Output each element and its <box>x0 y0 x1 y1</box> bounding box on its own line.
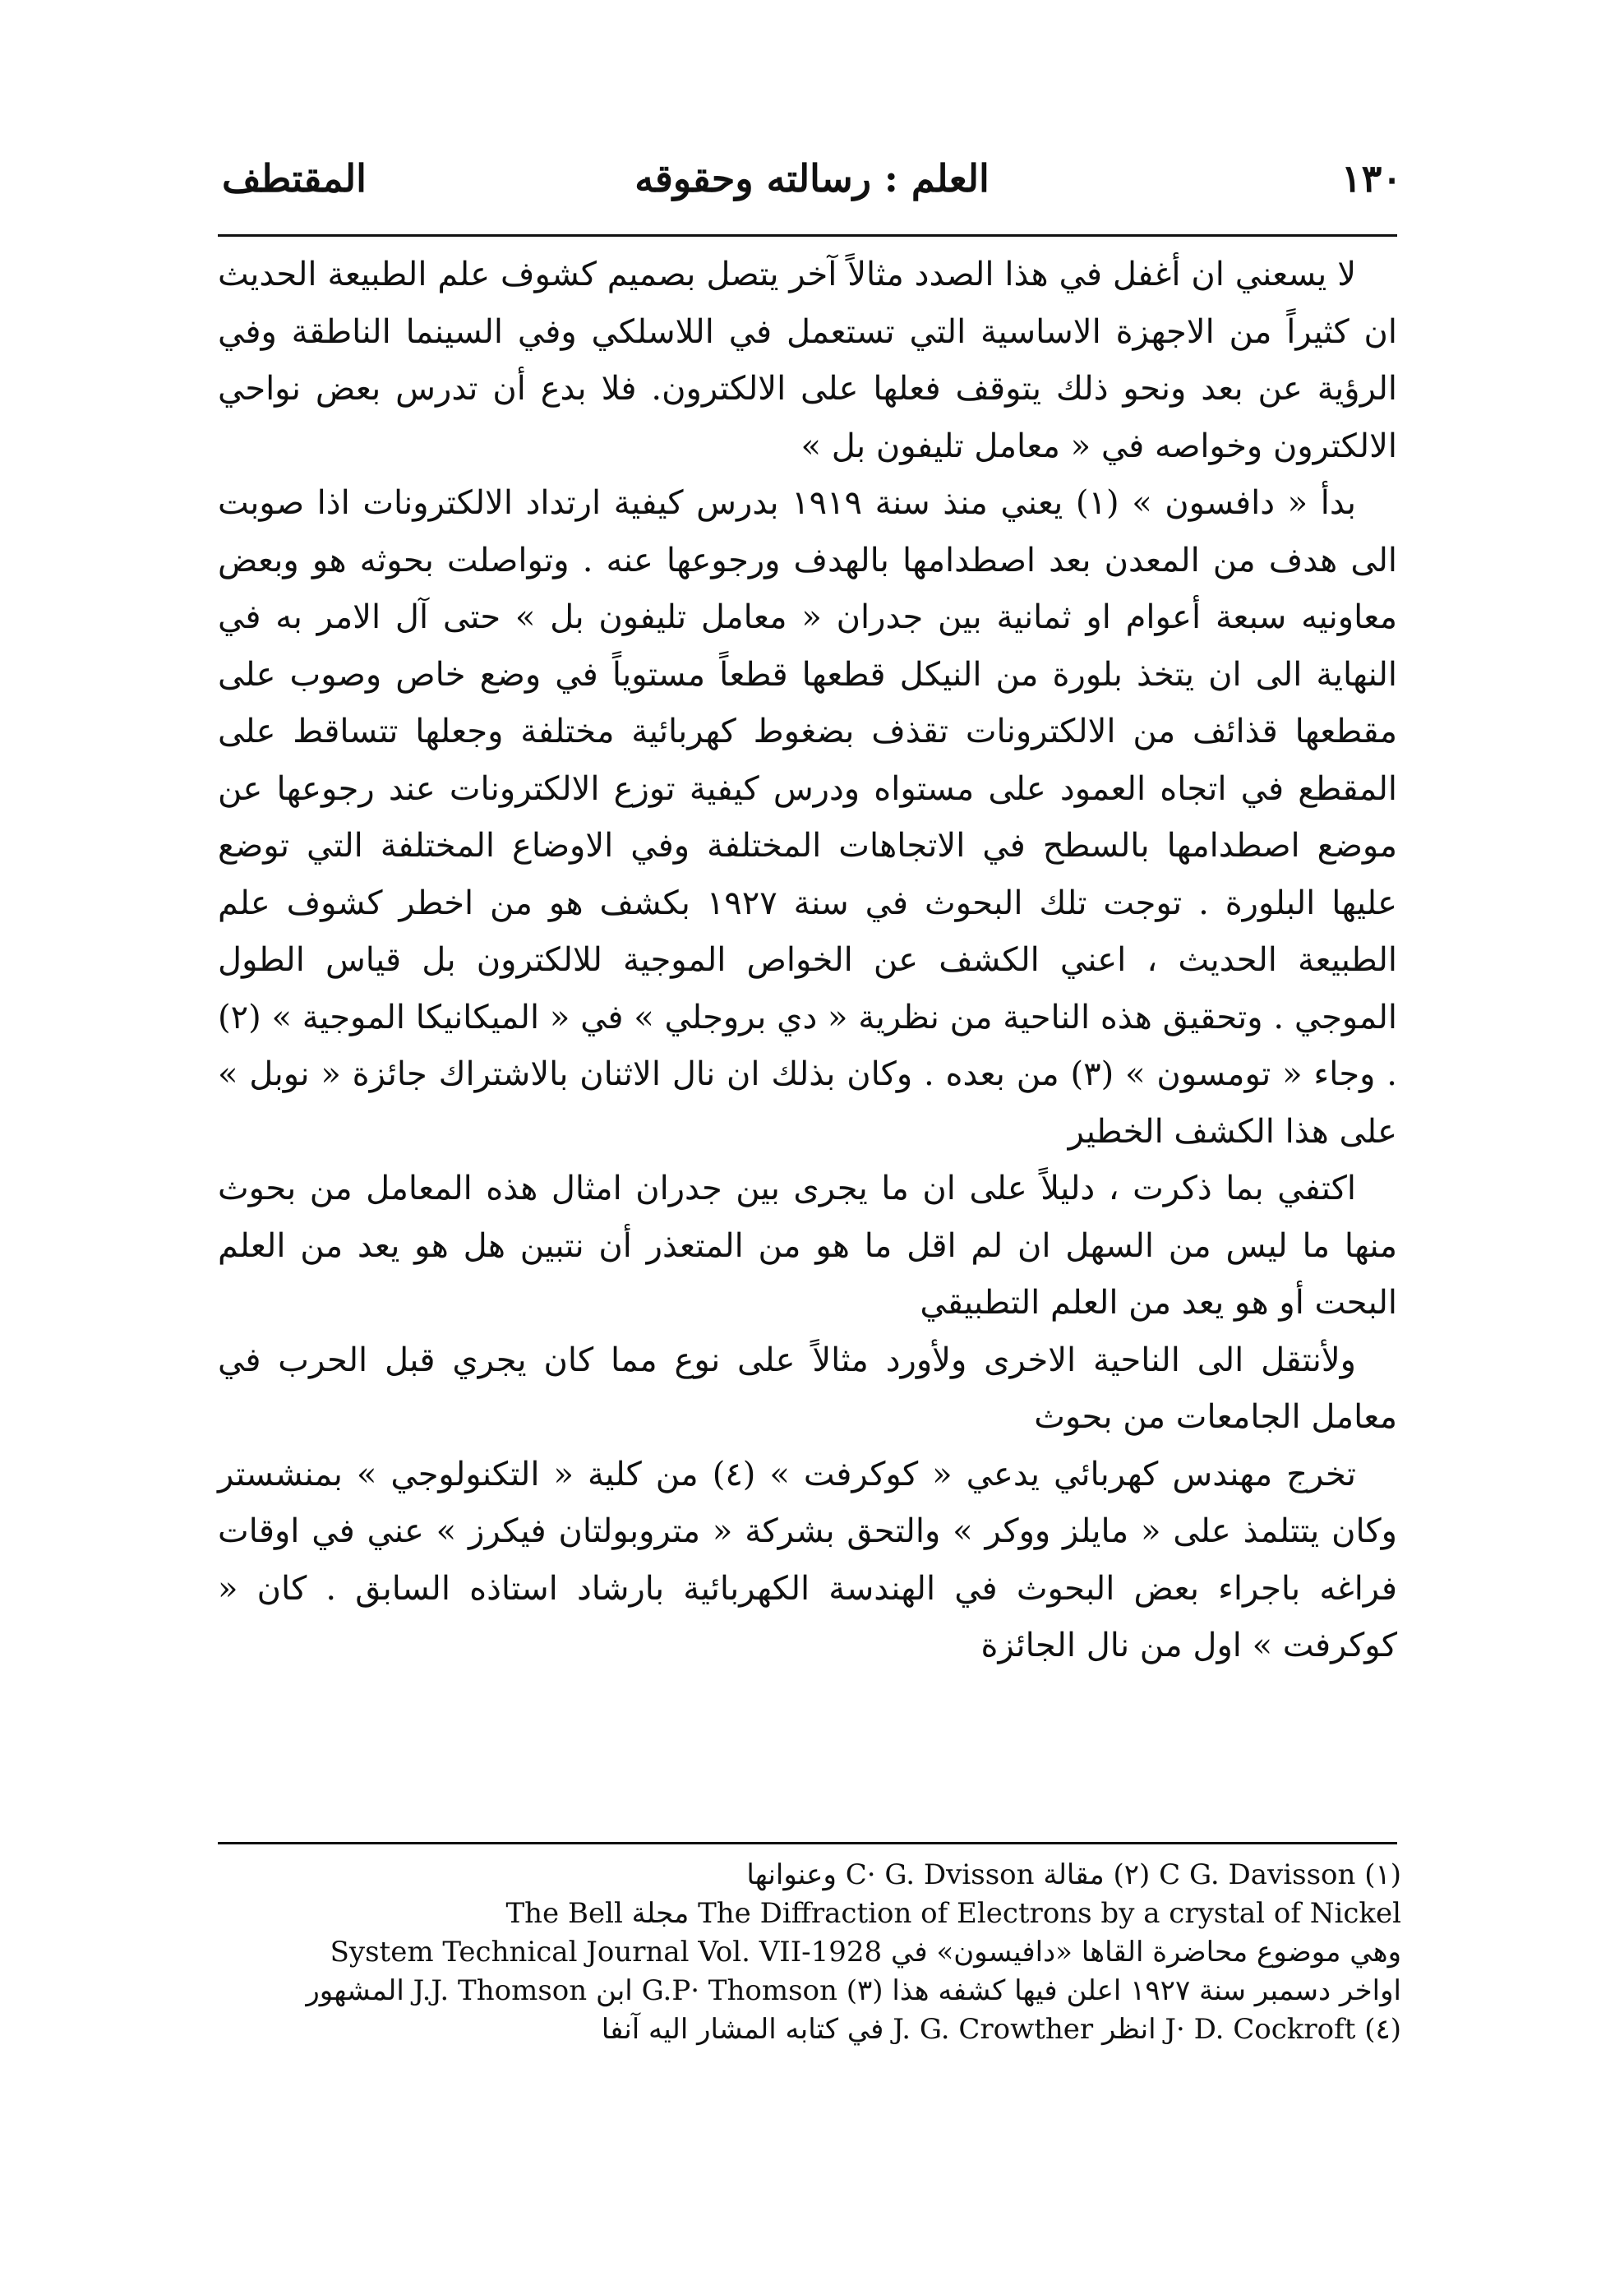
footnote-latin-text: G.P· Thomson <box>641 1974 837 2007</box>
footnote-text: وعنوانها <box>746 1858 837 1891</box>
paragraph: اكتفي بما ذكرت ، دليلاً على ان ما يجرى بين جدران امثال هذه المعامل من بحوث منها ما ليس من السهل ان لم اقل ما هو من المتعذر أن نتبين هل هو يعد من العلم البحت أو هو يعد من العلم التطبيقي <box>218 1170 1397 1322</box>
footnote-text: (٢) مقالة <box>1043 1858 1151 1891</box>
footnote-text: اواخر دسمبر سنة ١٩٢٧ اعلن فيها كشفه هذا (٣) <box>846 1974 1401 2007</box>
journal-name: المقتطف <box>222 156 367 201</box>
footnotes <box>210 1856 1401 2049</box>
footnote-latin-text: J. G. Crowther <box>893 2013 1094 2046</box>
article-title: العلم : رسالته وحقوقه <box>634 156 990 201</box>
footnote-text: ابن <box>595 1974 633 2007</box>
footnote-latin-text: J· D. Cockroft <box>1165 2013 1356 2046</box>
footnote-latin-text: C· G. Dvisson <box>845 1858 1035 1891</box>
footnote-latin-text: The Diffraction of Electrons by a crystal of Nickel <box>698 1897 1401 1930</box>
footnote-line <box>210 1933 1401 1972</box>
footnote-line <box>210 1972 1401 2010</box>
page-number: ١٣٠ <box>1340 156 1402 201</box>
footnote-latin-text: The Bell <box>505 1897 623 1930</box>
footnote-text: في كتابه المشار اليه آنفا <box>601 2013 884 2046</box>
paragraph: لا يسعني ان أغفل في هذا الصدد مثالاً آخر يتصل بصميم كشوف علم الطبيعة الحديث ان كثيراً من الاجهزة الاساسية التي تستعمل في اللاسلكي وفي السينما الناطقة وفي الرؤية عن بعد ونحو ذلك يتوقف فعلها على الالكترون. فلا بدع أن تدرس بعض نواحي الالكترون وخواصه في « معامل تليفون بل » <box>218 256 1397 465</box>
paragraph: بدأ « دافسون » (١) يعني منذ سنة ١٩١٩ بدرس كيفية ارتداد الالكترونات اذا صوبت الى هدف من المعدن بعد اصطدامها بالهدف ورجوعها عنه . وتواصلت بحوثه هو وبعض معاونيه سبعة أعوام او ثمانية بين جدران « معامل تليفون بل » حتى آل الامر به في النهاية الى ان يتخذ بلورة من النيكل قطعها قطعاً مستوياً في وضع خاص وصوب على مقطعها قذائف من الالكترونات تقذف بضغوط كهربائية مختلفة وجعلها تتساقط على المقطع في اتجاه العمود على مستواه ودرس كيفية توزع الالكترونات عند رجوعها عن موضع اصطدامها بالسطح في الاتجاهات المختلفة وفي الاوضاع المختلفة التي توضع عليها البلورة . توجت تلك البحوث في سنة ١٩٢٧ بكشف هو من اخطر كشوف علم الطبيعة الحديث ، اعني الكشف عن الخواص الموجية للالكترون بل قياس الطول الموجي . وتحقيق هذه الناحية من نظرية « دي بروجلي » في « الميكانيكا الموجية » (٢) . وجاء « تومسون » (٣) من بعده . وكان بذلك ان نال الاثنان بالاشتراك جائزة « نوبل » على هذا الكشف الخطير <box>218 484 1397 1151</box>
footnote-latin-text: C G. Davisson <box>1159 1858 1356 1891</box>
footnote-line <box>210 1895 1401 1933</box>
footnote-latin-text: System Technical Journal Vol. VII-1928 <box>330 1936 883 1969</box>
footnote-rule <box>218 1842 1397 1844</box>
footnote-latin-text: J.J. Thomson <box>413 1974 588 2007</box>
footnote-text: (١) <box>1364 1858 1401 1891</box>
header-rule <box>218 234 1397 237</box>
running-header <box>222 156 1402 214</box>
footnote-text: وهي موضوع محاضرة القاها «دافيسون» في <box>891 1936 1401 1969</box>
footnote-line <box>210 2010 1401 2049</box>
paragraph: تخرج مهندس كهربائي يدعي « كوكرفت » (٤) من كلية « التكنولوجي » بمنشستر وكان يتتلمذ على « مايلز ووكر » والتحق بشركة « متروبولتان فيكرز » عني في اوقات فراغه باجراء بعض البحوث في الهندسة الكهربائية بارشاد استاذه السابق . كان « كوكرفت » اول من نال الجائزة <box>218 1455 1397 1664</box>
footnote-text: (٤) <box>1364 2013 1401 2046</box>
footnote-text: مجلة <box>631 1897 690 1930</box>
article-body <box>218 247 1397 1675</box>
footnote-text: انظر <box>1102 2013 1156 2046</box>
paragraph: ولأنتقل الى الناحية الاخرى ولأورد مثالاً على نوع مما كان يجري قبل الحرب في معامل الجامعات من بحوث <box>218 1341 1397 1436</box>
footnote-line <box>210 1856 1401 1895</box>
footnote-text: المشهور <box>306 1974 404 2007</box>
